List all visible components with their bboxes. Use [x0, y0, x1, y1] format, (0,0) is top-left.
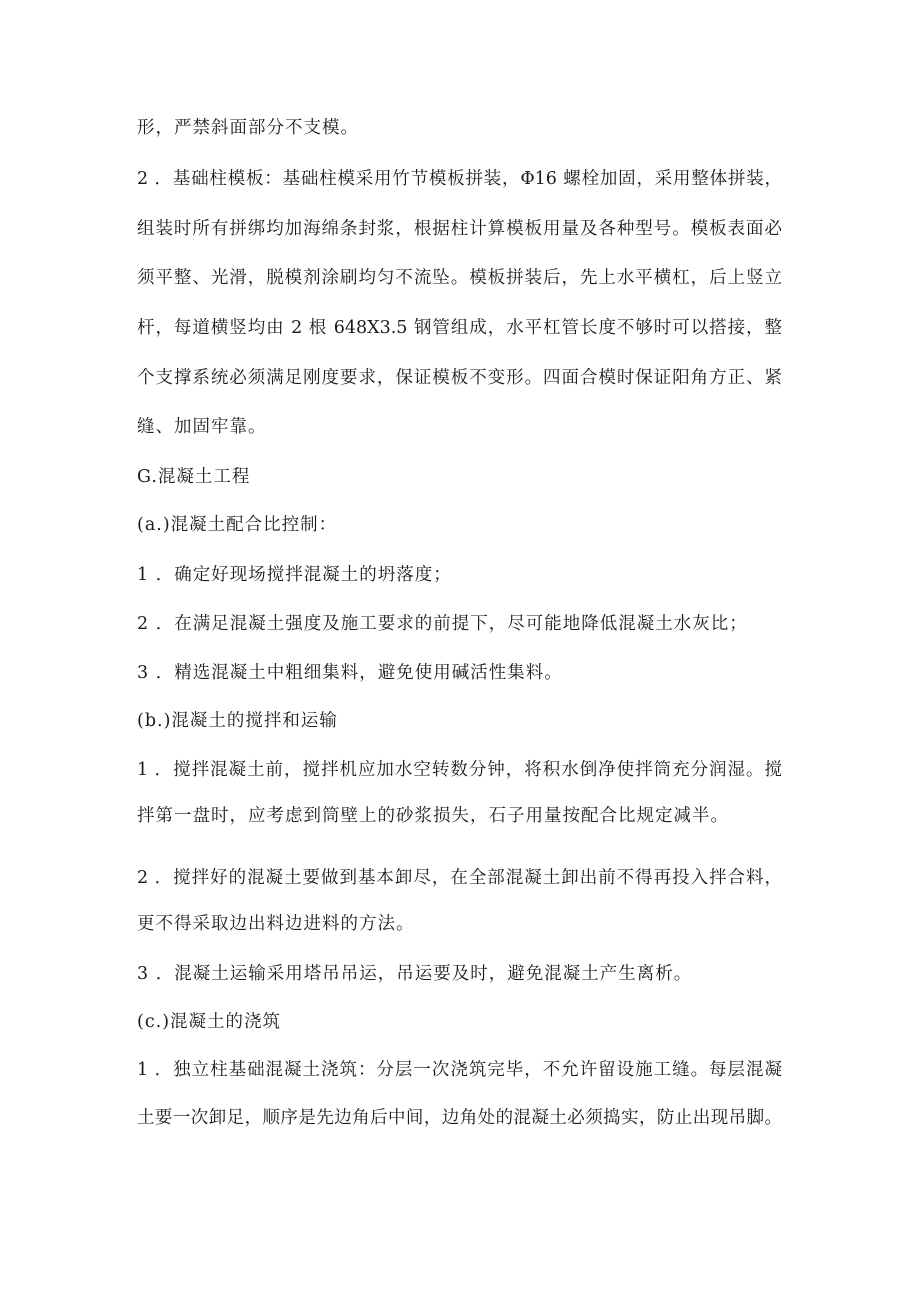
- subsection-heading: (b.)混凝土的搅拌和运输: [137, 711, 338, 731]
- text-line: 须平整、光滑，脱模剂涂刷均匀不流坠。模板拼装后，先上水平横杠，后上竖立: [137, 268, 782, 288]
- text-line: 土要一次卸足，顺序是先边角后中间，边角处的混凝土必须捣实，防止出现吊脚。: [137, 1108, 782, 1128]
- text-line: 1 ．搅拌混凝土前，搅拌机应加水空转数分钟，将积水倒净使拌筒充分润湿。搅: [137, 760, 782, 780]
- section-heading: G.混凝土工程: [137, 467, 251, 487]
- text-line: 3 ．混凝土运输采用塔吊吊运，吊运要及时，避免混凝土产生离析。: [137, 964, 693, 984]
- text-line: 2 ．搅拌好的混凝土要做到基本卸尽，在全部混凝土卸出前不得再投入拌合料，: [137, 868, 782, 888]
- subsection-heading: (c.)混凝土的浇筑: [137, 1012, 282, 1032]
- text-line: 杆，每道横竖均由 2 根 648X3.5 钢管组成，水平杠管长度不够时可以搭接，整: [137, 318, 782, 338]
- text-line: 2 ．在满足混凝土强度及施工要求的前提下，尽可能地降低混凝土水灰比；: [137, 614, 748, 634]
- text-line: 1 ．确定好现场搅拌混凝土的坍落度；: [137, 565, 452, 585]
- text-line: 2 ．基础柱模板：基础柱模采用竹节模板拼装，Φ16 螺栓加固，采用整体拼装，: [137, 169, 782, 189]
- text-line: 拌第一盘时，应考虑到筒壁上的砂浆损失，石子用量按配合比规定减半。: [137, 806, 729, 826]
- text-line: 形，严禁斜面部分不支模。: [137, 118, 359, 138]
- subsection-heading: (a.)混凝土配合比控制：: [137, 515, 338, 535]
- text-line: 3 ．精选混凝土中粗细集料，避免使用碱活性集料。: [137, 663, 563, 683]
- text-line: 个支撑系统必须满足刚度要求，保证模板不变形。四面合模时保证阳角方正、紧: [137, 368, 782, 388]
- text-line: 更不得采取边出料边进料的方法。: [137, 914, 415, 934]
- text-line: 缝、加固牢靠。: [137, 417, 267, 437]
- text-line: 1 ．独立柱基础混凝土浇筑：分层一次浇筑完毕，不允许留设施工缝。每层混凝: [137, 1060, 782, 1080]
- text-line: 组装时所有拼绑均加海绵条封浆，根据柱计算模板用量及各种型号。模板表面必: [137, 219, 782, 239]
